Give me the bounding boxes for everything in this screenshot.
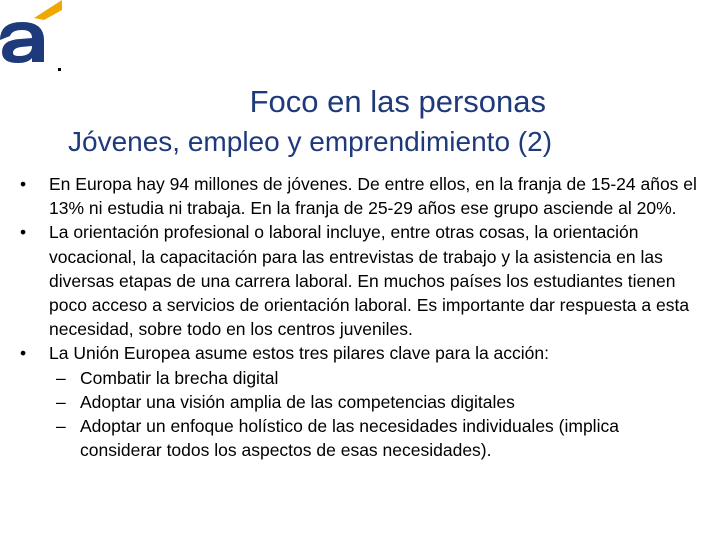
- bullet-item: [0, 172, 720, 220]
- bullet-marker: •: [20, 222, 27, 243]
- slide-title: Foco en las personas: [249, 84, 546, 119]
- sub-bullet-text: Combatir la brecha digital: [80, 367, 279, 388]
- decorative-dot: [58, 68, 61, 71]
- sub-bullet-text: Adoptar un enfoque holístico de las necesidades individuales (implica considerar todos los aspectos de esas necesidades).: [80, 416, 619, 461]
- bullet-item: [0, 220, 720, 341]
- sub-bullet-text: Adoptar una visión amplia de las competencias digitales: [80, 391, 515, 412]
- sub-bullet-item: [0, 390, 720, 414]
- logo-a-icon: [0, 0, 70, 70]
- bullet-text: En Europa hay 94 millones de jóvenes. De entre ellos, en la franja de 15-24 años el 13% ni estudia ni trabaja. En la franja de 25-29 años ese grupo asciende al 20%.: [49, 174, 697, 219]
- slide-body: [0, 172, 720, 462]
- bullet-marker: •: [20, 174, 27, 194]
- dash-marker: –: [56, 391, 66, 412]
- bullet-text: La orientación profesional o laboral incluye, entre otras cosas, la orientación vocacional, la capacitación para las entrevistas de trabajo y la asistencia en las diversas etapas de una carrera laboral. En muchos países los estudiantes tienen poco acceso a servicios de orientación laboral. Es importante dar respuesta a esta necesidad, sobre todo en los centros juveniles.: [49, 222, 690, 340]
- slide-subtitle: Jóvenes, empleo y emprendimiento (2): [68, 126, 553, 157]
- bullet-marker: •: [20, 343, 27, 364]
- bullet-item: [0, 341, 720, 365]
- dash-marker: –: [56, 416, 66, 437]
- dash-marker: –: [56, 367, 66, 388]
- sub-bullet-item: [0, 366, 720, 390]
- bullet-text: La Unión Europea asume estos tres pilares clave para la acción:: [49, 343, 549, 364]
- sub-bullet-item: [0, 414, 720, 462]
